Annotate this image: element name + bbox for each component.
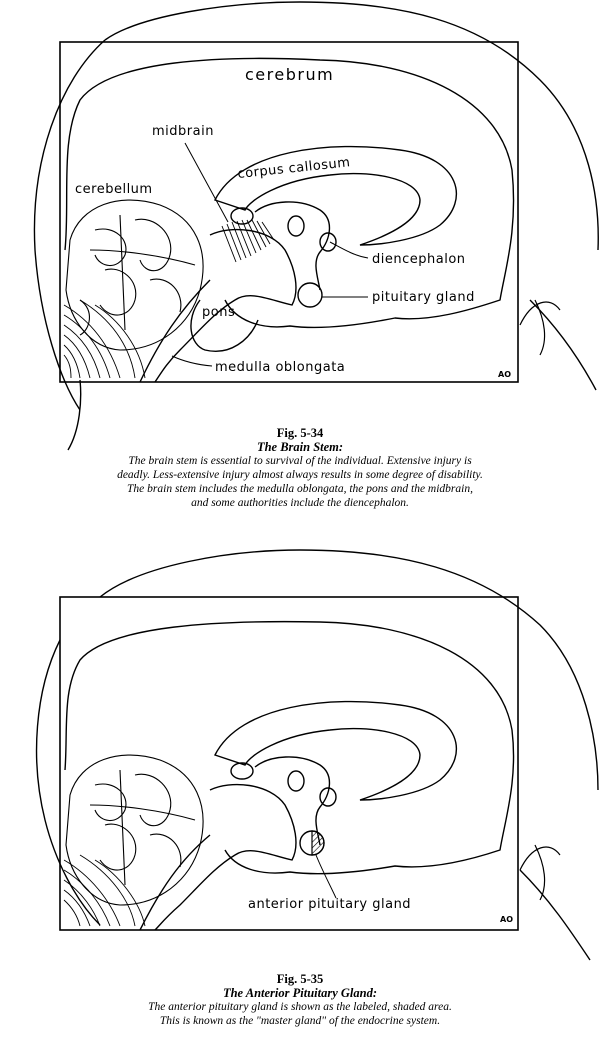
figure1-title: The Brain Stem: [256,440,344,454]
artist-initials-1: AO [498,370,511,379]
label-pituitary-gland: pituitary gland [372,290,475,305]
label-cerebellum: cerebellum [75,182,153,197]
figure2-frame [60,597,518,930]
figure2-caption [60,972,540,1028]
midbrain-oval [231,208,253,224]
head-outline-right-2 [520,870,590,960]
figure1-caption-line: and some authorities include the diencephalon. [191,497,409,509]
artist-initials-2: AO [500,915,513,924]
label-midbrain: midbrain [152,124,214,139]
medulla-leader [172,356,212,366]
head-outline-arc [34,40,105,410]
figure1-caption-line: The brain stem is essential to survival of the individual. Extensive injury is [128,455,472,467]
cerebellum-striations [64,300,145,378]
head-outline-right [530,300,596,390]
label-anterior-pituitary-gland: anterior pituitary gland [248,897,412,912]
label-diencephalon: diencephalon [372,252,466,267]
cerebellum-shape-2 [66,755,203,905]
label-pons: pons [202,305,236,320]
medulla-line-2 [140,835,210,930]
midbrain-leader [185,143,228,222]
head-outline-arc-2 [100,550,598,790]
figure2-number: Fig. 5-35 [276,972,324,986]
diencephalon-shape-2 [255,757,329,845]
anterior-pituitary-leader [316,855,336,898]
label-cerebrum: cerebrum [245,65,335,84]
diencephalon-shape [255,202,329,290]
anterior-pituitary-shaded [312,831,324,855]
pituitary-gland [298,283,322,307]
figure2-title: The Anterior Pituitary Gland: [222,986,378,1000]
midbrain-oval-2 [231,763,253,779]
figure1-frame [60,42,518,382]
figure1-caption-line: The brain stem includes the medulla oblongata, the pons and the midbrain, [127,483,473,495]
cerebellum-shape [66,200,203,350]
figure1-caption [60,426,540,510]
figure1-caption-line: deadly. Less-extensive injury almost always results in some degree of disability. [117,469,483,481]
figure2-caption-line: The anterior pituitary gland is shown as the labeled, shaded area. [148,1001,452,1013]
figure1-number: Fig. 5-34 [276,426,324,440]
figure2-caption-line: This is known as the "master gland" of the endocrine system. [159,1015,441,1027]
midbrain-hatching [222,220,274,262]
label-corpus-callosum: corpus callosum [236,155,352,182]
head-outline-left-2 [37,640,100,925]
diencephalon-oval-2a [288,771,304,791]
label-medulla-oblongata: medulla oblongata [215,360,346,375]
diencephalon-oval-1 [288,216,304,236]
